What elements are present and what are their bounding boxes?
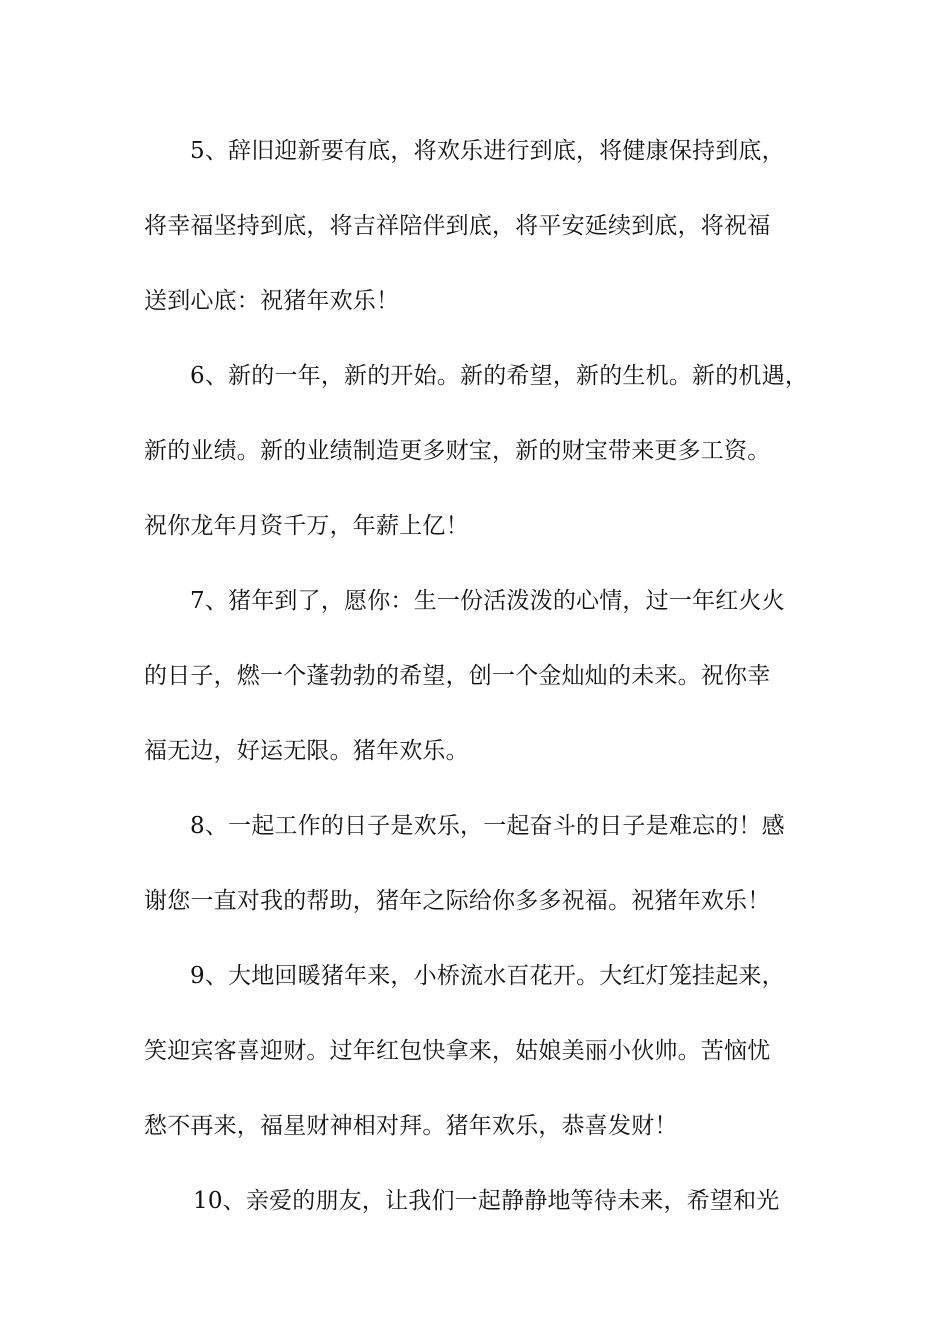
paragraph-6-line-2: 新的业绩。新的业绩制造更多财宝，新的财宝带来更多工资。: [144, 438, 771, 464]
paragraph-6-line-1: 6、新的一年，新的开始。新的希望，新的生机。新的机遇，: [190, 363, 809, 389]
paragraph-7-line-3: 福无边，好运无限。猪年欢乐。: [144, 738, 469, 764]
paragraph-10-line-1: 10、亲爱的朋友，让我们一起静静地等待未来，希望和光: [193, 1188, 780, 1214]
paragraph-5-line-3: 送到心底：祝猪年欢乐！: [144, 288, 400, 314]
paragraph-8-line-1: 8、一起工作的日子是欢乐，一起奋斗的日子是难忘的！感: [190, 813, 785, 839]
paragraph-8-line-2: 谢您一直对我的帮助，猪年之际给你多多祝福。祝猪年欢乐！: [144, 888, 771, 914]
paragraph-9-line-3: 愁不再来，福星财神相对拜。猪年欢乐，恭喜发财！: [144, 1113, 678, 1139]
paragraph-9-line-1: 9、大地回暖猪年来，小桥流水百花开。大红灯笼挂起来，: [190, 963, 785, 989]
paragraph-5-line-1: 5、辞旧迎新要有底，将欢乐进行到底，将健康保持到底，: [190, 138, 785, 164]
paragraph-7-line-1: 7、猪年到了，愿你：生一份活泼泼的心情，过一年红火火: [190, 588, 785, 614]
paragraph-7-line-2: 的日子，燃一个蓬勃勃的希望，创一个金灿灿的未来。祝你幸: [144, 663, 771, 689]
paragraph-9-line-2: 笑迎宾客喜迎财。过年红包快拿来，姑娘美丽小伙帅。苦恼忧: [144, 1038, 771, 1064]
paragraph-6-line-3: 祝你龙年月资千万，年薪上亿！: [144, 513, 469, 539]
paragraph-5-line-2: 将幸福坚持到底，将吉祥陪伴到底，将平安延续到底，将祝福: [144, 213, 771, 239]
